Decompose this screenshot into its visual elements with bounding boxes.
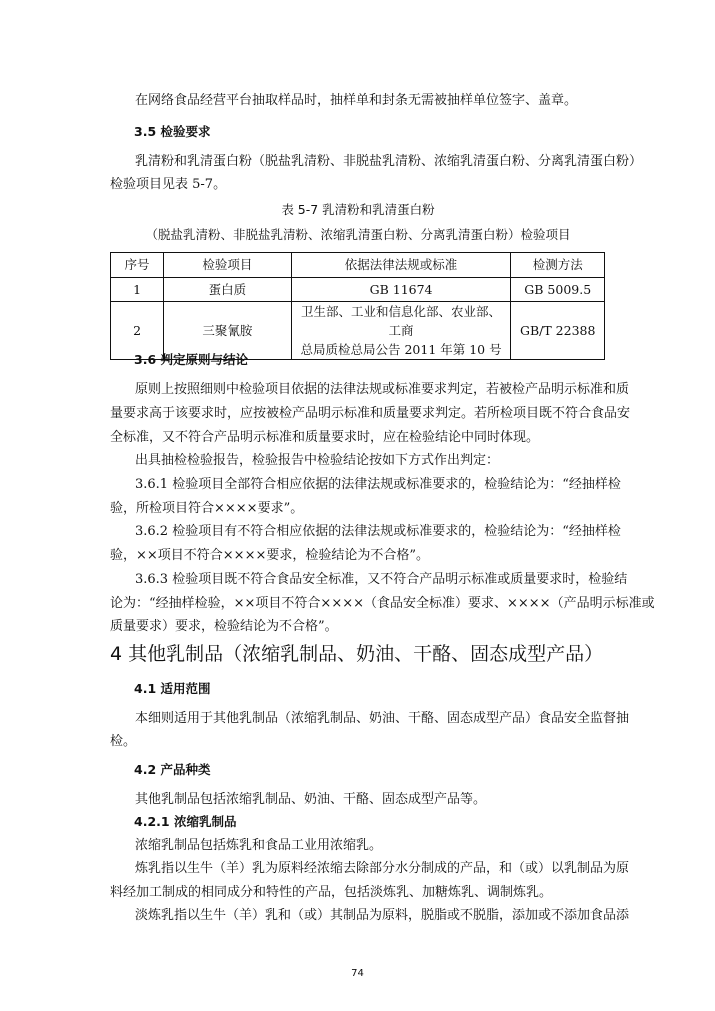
item-3-6-2-line2: 验，××项目不符合××××要求，检验结论为不合格”。 xyxy=(110,548,430,563)
cell-method: GB/T 22388 xyxy=(511,302,605,360)
cell-item: 蛋白质 xyxy=(164,278,292,302)
cell-no: 2 xyxy=(111,302,164,360)
paragraph-4-2-1-b-line1: 炼乳指以生牛（羊）乳为原料经浓缩去除部分水分制成的产品，和（或）以乳制品为原 xyxy=(135,861,630,876)
paragraph-4-1-line2: 检。 xyxy=(110,734,137,749)
cell-method: GB 5009.5 xyxy=(511,278,605,302)
cell-item: 三聚氰胺 xyxy=(164,302,292,360)
table-caption-line1: 表 5-7 乳清粉和乳清蛋白粉 xyxy=(281,202,435,217)
item-3-6-3-line3: 质量要求）要求，检验结论为不合格”。 xyxy=(110,619,338,634)
heading-4-2-1: 4.2.1 浓缩乳制品 xyxy=(134,814,237,829)
heading-3-5: 3.5 检验要求 xyxy=(134,124,211,139)
header-method: 检测方法 xyxy=(511,253,605,278)
header-no: 序号 xyxy=(111,253,164,278)
page-number: 74 xyxy=(351,968,364,979)
heading-4-1: 4.1 适用范围 xyxy=(134,681,211,696)
cell-basis: GB 11674 xyxy=(291,278,511,302)
table-header-row xyxy=(111,253,605,278)
paragraph-3-6-line3: 全标准，又不符合产品明示标准和质量要求时，应在检验结论中同时体现。 xyxy=(110,430,540,445)
chapter-4-title: 4 其他乳制品（浓缩乳制品、奶油、干酪、固态成型产品） xyxy=(110,643,604,665)
item-3-6-3-line2: 论为：“经抽样检验，××项目不符合××××（食品安全标准）要求、××××（产品明示标准或 xyxy=(110,596,655,611)
paragraph-sampling-online: 在网络食品经营平台抽取样品时，抽样单和封条无需被抽样单位签字、盖章。 xyxy=(135,93,578,108)
header-item: 检验项目 xyxy=(164,253,292,278)
item-3-6-2-line1: 3.6.2 检验项目有不符合相应依据的法律法规或标准要求的，检验结论为：“经抽样检 xyxy=(135,524,621,539)
paragraph-3-5-line2: 检验项目见表 5-7。 xyxy=(110,177,227,192)
header-basis: 依据法律法规或标准 xyxy=(291,253,511,278)
paragraph-3-6-line2: 量要求高于该要求时，应按被检产品明示标准和质量要求判定。若所检项目既不符合食品安 xyxy=(110,406,631,421)
paragraph-3-6-report: 出具抽检检验报告，检验报告中检验结论按如下方式作出判定： xyxy=(135,453,500,468)
paragraph-4-2-1-b-line2: 料经加工制成的相同成分和特性的产品，包括淡炼乳、加糖炼乳、调制炼乳。 xyxy=(110,885,553,900)
inspection-items-table xyxy=(110,252,605,360)
paragraph-4-2-1-c-line1: 淡炼乳指以生牛（羊）乳和（或）其制品为原料，脱脂或不脱脂，添加或不添加食品添 xyxy=(135,908,630,923)
paragraph-3-6-line1: 原则上按照细则中检验项目依据的法律法规或标准要求判定，若被检产品明示标准和质 xyxy=(135,382,630,397)
paragraph-4-2-1-a: 浓缩乳制品包括炼乳和食品工业用浓缩乳。 xyxy=(135,838,383,853)
paragraph-4-1-line1: 本细则适用于其他乳制品（浓缩乳制品、奶油、干酪、固态成型产品）食品安全监督抽 xyxy=(135,711,630,726)
heading-4-2: 4.2 产品种类 xyxy=(134,762,211,777)
cell-basis-line2: 总局质检总局公告 2011 年第 10 号 xyxy=(300,342,502,357)
item-3-6-1-line1: 3.6.1 检验项目全部符合相应依据的法律法规或标准要求的，检验结论为：“经抽样检 xyxy=(135,477,621,492)
table-row xyxy=(111,302,605,360)
table-row xyxy=(111,278,605,302)
cell-no: 1 xyxy=(111,278,164,302)
cell-basis-line1: 卫生部、工业和信息化部、农业部、工商 xyxy=(301,304,502,338)
item-3-6-3-line1: 3.6.3 检验项目既不符合食品安全标准，又不符合产品明示标准或质量要求时，检验结 xyxy=(135,572,628,587)
cell-basis xyxy=(291,302,511,360)
paragraph-3-5-line1: 乳清粉和乳清蛋白粉（脱盐乳清粉、非脱盐乳清粉、浓缩乳清蛋白粉、分离乳清蛋白粉） xyxy=(135,154,643,169)
paragraph-4-2: 其他乳制品包括浓缩乳制品、奶油、干酪、固态成型产品等。 xyxy=(135,792,487,807)
table-caption-line2: （脱盐乳清粉、非脱盐乳清粉、浓缩乳清蛋白粉、分离乳清蛋白粉）检验项目 xyxy=(145,227,571,242)
heading-3-6: 3.6 判定原则与结论 xyxy=(134,352,248,367)
item-3-6-1-line2: 验，所检项目符合××××要求”。 xyxy=(110,501,304,516)
